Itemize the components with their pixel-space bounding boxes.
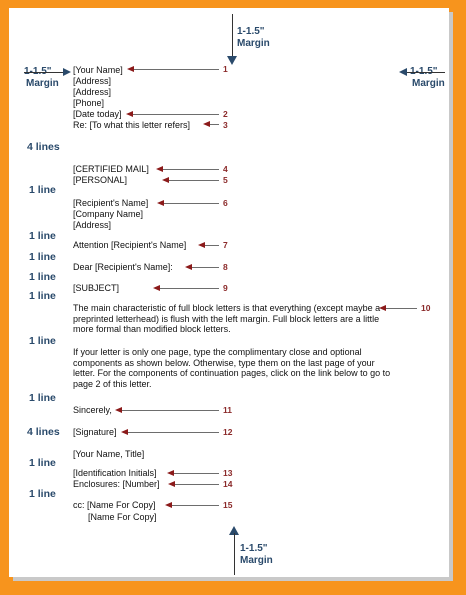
callout-number: 3: [223, 120, 228, 130]
callout-arrow-icon: [157, 200, 164, 206]
callout-number: 6: [223, 198, 228, 208]
callout-arrow-icon: [153, 285, 160, 291]
callout-arrow-icon: [185, 264, 192, 270]
callout-line: [122, 410, 219, 411]
callout-line: [128, 432, 219, 433]
callout-line: [160, 288, 219, 289]
callout-arrow-icon: [126, 111, 133, 117]
callout-line: [164, 203, 219, 204]
callout-number: 5: [223, 175, 228, 185]
sender-address: [Address]: [73, 87, 112, 97]
callout-number: 12: [223, 427, 233, 437]
callout-arrow-icon: [167, 470, 174, 476]
spacing-label: 1 line: [29, 392, 56, 404]
spacing-label: 1 line: [29, 271, 56, 283]
callout-number: 1: [223, 64, 228, 74]
identification-initials: [Identification Initials]: [73, 468, 157, 478]
signature-line: [Signature]: [73, 427, 117, 437]
personal-notation: [PERSONAL]: [73, 175, 128, 185]
spacing-label: 1 line: [29, 184, 56, 196]
sender-name: [Your Name]: [73, 65, 123, 75]
certified-notation: [CERTIFIED MAIL]: [73, 164, 149, 174]
salutation: Dear [Recipient's Name]:: [73, 262, 173, 272]
callout-number: 13: [223, 468, 233, 478]
callout-arrow-icon: [165, 502, 172, 508]
callout-line: [192, 267, 219, 268]
recipient-company: [Company Name]: [73, 209, 144, 219]
top-margin-arrow-icon: [227, 56, 237, 65]
sender-address: [Address]: [73, 76, 112, 86]
spacing-label: 4 lines: [27, 141, 60, 153]
spacing-label: 1 line: [29, 251, 56, 263]
top-margin-label: 1-1.5" Margin: [237, 26, 270, 49]
callout-number: 4: [223, 164, 228, 174]
spacing-label: 1 line: [29, 230, 56, 242]
top-margin-line: [232, 14, 233, 58]
callout-line: [133, 114, 219, 115]
callout-arrow-icon: [203, 121, 210, 127]
callout-arrow-icon: [162, 177, 169, 183]
callout-line: [172, 505, 219, 506]
callout-line: [134, 69, 219, 70]
callout-number: 11: [223, 405, 232, 415]
left-margin-line: [24, 72, 64, 73]
left-margin-label: Margin: [26, 78, 59, 89]
recipient-address: [Address]: [73, 220, 112, 230]
bottom-margin-line: [234, 533, 235, 575]
callout-arrow-icon: [198, 242, 205, 248]
spacing-label: 1 line: [29, 290, 56, 302]
attention-line: Attention [Recipient's Name]: [73, 240, 187, 250]
callout-line: [205, 245, 219, 246]
bottom-margin-label: 1-1.5" Margin: [240, 543, 273, 566]
copy-notation-second: [Name For Copy]: [88, 512, 157, 522]
enclosures-line: Enclosures: [Number]: [73, 479, 160, 489]
callout-arrow-icon: [379, 305, 386, 311]
right-margin-line: [405, 72, 445, 73]
body-paragraph-1: The main characteristic of full block letters is that everything (except maybe a preprinted letterhead) is flush with the left margin. Full block letters are a little more formal than modified block letters.: [73, 303, 381, 334]
callout-number: 7: [223, 240, 228, 250]
callout-line: [210, 124, 219, 125]
spacing-label: 4 lines: [27, 426, 60, 438]
right-margin-label: Margin: [412, 78, 445, 89]
callout-arrow-icon: [168, 481, 175, 487]
callout-line: [174, 473, 219, 474]
reference-line: Re: [To what this letter refers]: [73, 120, 191, 130]
spacing-label: 1 line: [29, 335, 56, 347]
callout-arrow-icon: [156, 166, 163, 172]
name-title-line: [Your Name, Title]: [73, 449, 145, 459]
subject-line: [SUBJECT]: [73, 283, 120, 293]
callout-number: 9: [223, 283, 228, 293]
callout-number: 14: [223, 479, 233, 489]
left-margin-arrow-icon: [63, 68, 71, 76]
body-paragraph-2: If your letter is only one page, type the complimentary close and optional components as shown below. Otherwise, type them on the last page of your letter. For the components of continuation pages, click on the link below to go to page 2 of this letter.: [73, 347, 391, 389]
spacing-label: 1 line: [29, 457, 56, 469]
callout-arrow-icon: [115, 407, 122, 413]
callout-line: [175, 484, 219, 485]
callout-line: [163, 169, 219, 170]
callout-number: 15: [223, 500, 233, 510]
complimentary-close: Sincerely,: [73, 405, 112, 415]
callout-arrow-icon: [121, 429, 128, 435]
sender-phone: [Phone]: [73, 98, 105, 108]
recipient-name: [Recipient's Name]: [73, 198, 149, 208]
copy-notation: cc: [Name For Copy]: [73, 500, 156, 510]
callout-line: [169, 180, 219, 181]
callout-line: [386, 308, 417, 309]
spacing-label: 1 line: [29, 488, 56, 500]
callout-number: 10: [421, 303, 431, 313]
callout-number: 2: [223, 109, 228, 119]
date-line: [Date today]: [73, 109, 122, 119]
callout-number: 8: [223, 262, 228, 272]
callout-arrow-icon: [127, 66, 134, 72]
right-margin-arrow-icon: [399, 68, 407, 76]
